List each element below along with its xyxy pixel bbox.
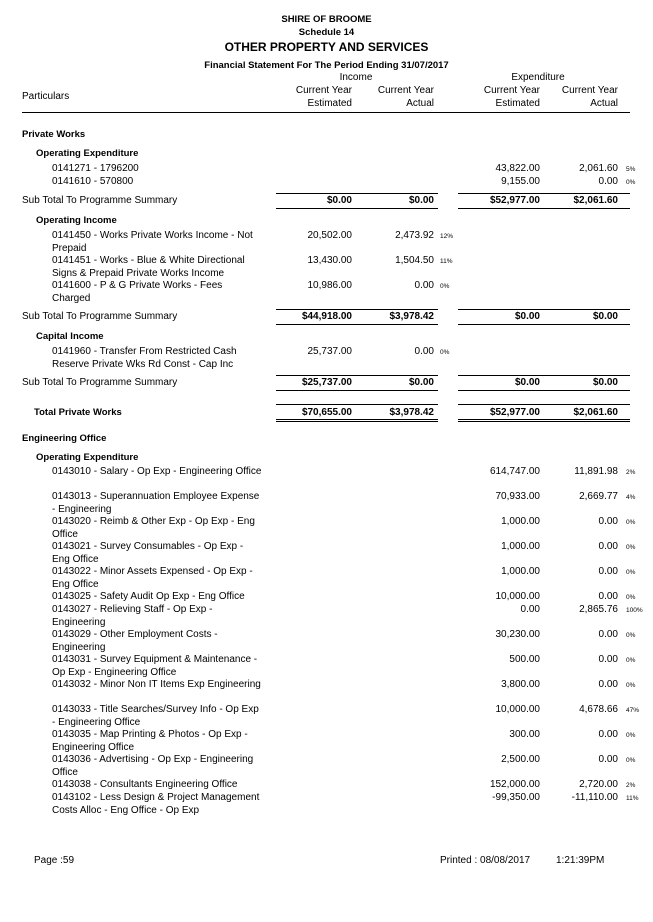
account-label: 0143027 - Relieving Staff - Op Exp - Engineering: [52, 604, 213, 628]
account-label: 0141450 - Works Private Works Income - Not Prepaid: [52, 230, 253, 254]
expenditure-actual-header-line1: Current Year: [561, 85, 618, 96]
subtotal-inc-act: $0.00: [408, 195, 434, 206]
inc-actual: 2,473.92: [395, 230, 434, 241]
account-label: 0143031 - Survey Equipment & Maintenance - Op Exp - Engineering Office: [52, 654, 258, 678]
exp-estimated: 152,000.00: [489, 779, 540, 790]
account-label: 0141960 - Transfer From Restricted Cash Reserve Private Wks Rd Const - Cap Inc: [52, 346, 237, 370]
inc-estimated: 13,430.00: [307, 255, 352, 266]
header-rule: [22, 112, 630, 113]
account-label: 0141271 - 1796200: [52, 163, 139, 174]
inc-estimated: 25,737.00: [307, 346, 352, 357]
percent-label: 0%: [626, 757, 636, 764]
exp-actual: 0.00: [598, 516, 618, 527]
account-label: 0143102 - Less Design & Project Management Costs Alloc - Eng Office - Op Exp: [52, 792, 260, 816]
section-title: Engineering Office: [22, 433, 107, 444]
expenditure-estimated-header-line1: Current Year: [483, 85, 540, 96]
income-group-header: Income: [339, 72, 373, 83]
subtotal-label: Sub Total To Programme Summary: [22, 311, 178, 322]
account-label: 0143036 - Advertising - Op Exp - Engineering Office: [52, 754, 254, 778]
account-label: 0143025 - Safety Audit Op Exp - Eng Office: [52, 591, 245, 602]
exp-actual: 0.00: [598, 729, 618, 740]
inc-actual: 1,504.50: [395, 255, 434, 266]
percent-label: 0%: [626, 179, 636, 186]
exp-actual: 2,865.76: [579, 604, 618, 615]
subtotal-inc-est: $25,737.00: [301, 377, 352, 388]
subtotal-exp-act: $0.00: [592, 311, 618, 322]
exp-estimated: 9,155.00: [501, 176, 540, 187]
account-label: 0143029 - Other Employment Costs - Engineering: [52, 629, 218, 653]
percent-label: 0%: [440, 283, 450, 290]
account-label: 0143033 - Title Searches/Survey Info - Op Exp - Engineering Office: [52, 704, 259, 728]
exp-estimated: 3,800.00: [501, 679, 540, 690]
exp-actual: 2,061.60: [579, 163, 618, 174]
subtotal-exp-act: $0.00: [592, 377, 618, 388]
account-label: 0143022 - Minor Assets Expensed - Op Exp - Eng Office: [52, 566, 253, 590]
income-estimated-header-line2: Estimated: [307, 98, 352, 109]
inc-actual: 0.00: [414, 346, 434, 357]
subsection-title: Capital Income: [36, 331, 104, 342]
exp-actual: 11,891.98: [574, 466, 618, 477]
subtotal-inc-act: $3,978.42: [389, 311, 434, 322]
percent-label: 2%: [626, 469, 636, 476]
exp-actual: -11,110.00: [571, 792, 618, 803]
account-label: 0141600 - P & G Private Works - Fees Charged: [52, 280, 223, 304]
total-exp-act: $2,061.60: [573, 407, 618, 418]
total-label: Total Private Works: [34, 407, 122, 418]
exp-actual: 0.00: [598, 629, 618, 640]
subsection-title: Operating Expenditure: [36, 148, 139, 159]
account-label: 0143020 - Reimb & Other Exp - Op Exp - Eng Office: [52, 516, 255, 540]
expenditure-estimated-header-line2: Estimated: [495, 98, 540, 109]
subtotal-exp-est: $0.00: [514, 311, 540, 322]
total-exp-est: $52,977.00: [489, 407, 540, 418]
exp-estimated: 30,230.00: [495, 629, 540, 640]
schedule-label: Schedule 14: [298, 27, 355, 38]
exp-estimated: 500.00: [509, 654, 540, 665]
subtotal-exp-est: $52,977.00: [489, 195, 540, 206]
income-estimated-header-line1: Current Year: [295, 85, 352, 96]
subsection-title: Operating Income: [36, 215, 117, 226]
exp-estimated: 43,822.00: [495, 163, 540, 174]
account-label: 0143038 - Consultants Engineering Office: [52, 779, 238, 790]
percent-label: 0%: [626, 682, 636, 689]
exp-estimated: 1,000.00: [501, 541, 540, 552]
income-actual-header-line1: Current Year: [377, 85, 434, 96]
subtotal-inc-est: $0.00: [326, 195, 352, 206]
account-label: 0143032 - Minor Non IT Items Exp Engineering: [52, 679, 261, 690]
inc-estimated: 10,986.00: [307, 280, 352, 291]
exp-estimated: -99,350.00: [492, 792, 540, 803]
exp-actual: 0.00: [598, 541, 618, 552]
percent-label: 2%: [626, 782, 636, 789]
account-label: 0143035 - Map Printing & Photos - Op Exp - Engineering Office: [52, 729, 248, 753]
subtotal-inc-act: $0.00: [408, 377, 434, 388]
percent-label: 0%: [440, 349, 450, 356]
percent-label: 0%: [626, 519, 636, 526]
org-name: SHIRE OF BROOME: [281, 14, 372, 25]
exp-actual: 0.00: [598, 591, 618, 602]
exp-actual: 0.00: [598, 754, 618, 765]
percent-label: 0%: [626, 657, 636, 664]
total-inc-act: $3,978.42: [389, 407, 434, 418]
inc-actual: 0.00: [414, 280, 434, 291]
account-label: 0141451 - Works - Blue & White Directional Signs & Prepaid Private Works Income: [52, 255, 245, 279]
expenditure-actual-header-line2: Actual: [590, 98, 618, 109]
income-actual-header-line2: Actual: [406, 98, 434, 109]
exp-estimated: 10,000.00: [495, 704, 540, 715]
account-label: 0143021 - Survey Consumables - Op Exp - Eng Office: [52, 541, 244, 565]
total-inc-est: $70,655.00: [301, 407, 352, 418]
percent-label: 0%: [626, 544, 636, 551]
printed-time: 1:21:39PM: [556, 855, 605, 866]
percent-label: 12%: [440, 233, 454, 240]
percent-label: 0%: [626, 732, 636, 739]
section-title: Private Works: [22, 129, 86, 140]
account-label: 0143010 - Salary - Op Exp - Engineering Office: [52, 466, 262, 477]
exp-estimated: 300.00: [509, 729, 540, 740]
exp-actual: 4,678.66: [579, 704, 618, 715]
percent-label: 47%: [626, 707, 640, 714]
percent-label: 4%: [626, 494, 636, 501]
subtotal-label: Sub Total To Programme Summary: [22, 195, 178, 206]
subtotal-exp-est: $0.00: [514, 377, 540, 388]
percent-label: 100%: [626, 607, 643, 614]
exp-estimated: 614,747.00: [489, 466, 540, 477]
percent-label: 11%: [440, 258, 453, 265]
inc-estimated: 20,502.00: [307, 230, 352, 241]
subtotal-exp-act: $2,061.60: [573, 195, 618, 206]
percent-label: 11%: [626, 795, 639, 802]
exp-estimated: 2,500.00: [501, 754, 540, 765]
subtotal-inc-est: $44,918.00: [301, 311, 352, 322]
subtotal-label: Sub Total To Programme Summary: [22, 377, 178, 388]
exp-estimated: 1,000.00: [501, 516, 540, 527]
exp-actual: 0.00: [598, 566, 618, 577]
report-title: OTHER PROPERTY AND SERVICES: [224, 40, 429, 54]
percent-label: 0%: [626, 569, 636, 576]
percent-label: 0%: [626, 632, 636, 639]
expenditure-group-header: Expenditure: [511, 72, 565, 83]
percent-label: 5%: [626, 166, 636, 173]
exp-actual: 0.00: [598, 654, 618, 665]
exp-actual: 0.00: [598, 176, 618, 187]
subsection-title: Operating Expenditure: [36, 452, 139, 463]
report-subtitle: Financial Statement For The Period Ending 31/07/2017: [204, 60, 449, 71]
exp-estimated: 10,000.00: [495, 591, 540, 602]
page-number: Page :59: [34, 855, 75, 866]
exp-estimated: 70,933.00: [495, 491, 540, 502]
account-label: 0141610 - 570800: [52, 176, 134, 187]
account-label: 0143013 - Superannuation Employee Expense - Engineering: [52, 491, 260, 515]
exp-actual: 2,720.00: [579, 779, 618, 790]
printed-date: Printed : 08/08/2017: [440, 855, 531, 866]
exp-estimated: 0.00: [520, 604, 540, 615]
percent-label: 0%: [626, 594, 636, 601]
particulars-header: Particulars: [22, 91, 70, 102]
exp-actual: 2,669.77: [579, 491, 618, 502]
exp-actual: 0.00: [598, 679, 618, 690]
exp-estimated: 1,000.00: [501, 566, 540, 577]
